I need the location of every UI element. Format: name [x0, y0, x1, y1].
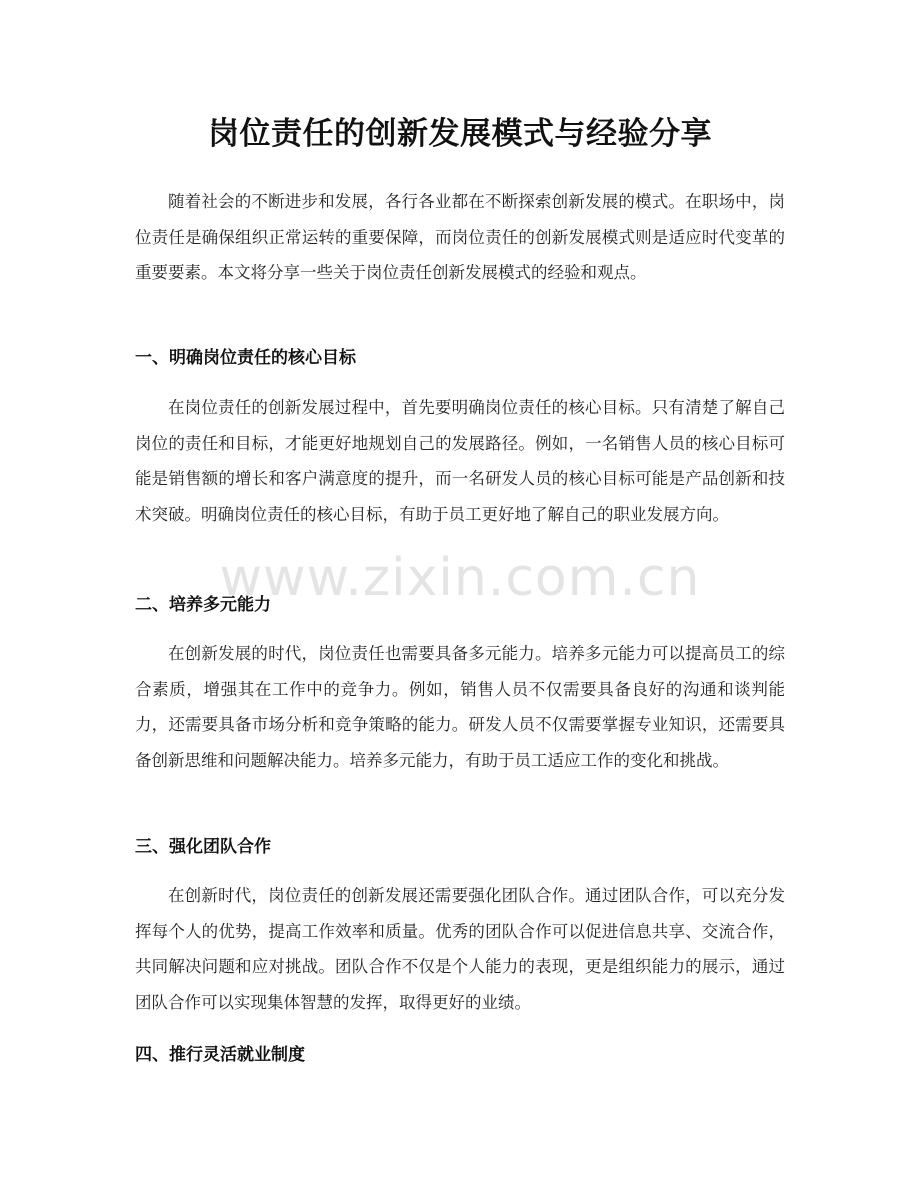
section-heading-3: 三、强化团队合作	[135, 837, 271, 857]
section-heading-1: 一、明确岗位责任的核心目标	[135, 348, 356, 368]
section-body-3: 在创新时代，岗位责任的创新发展还需要强化团队合作。通过团队合作，可以充分发挥每个人的优势，提高工作效率和质量。优秀的团队合作可以促进信息共享、交流合作，共同解决问题和应对挑战。团队合作不仅是个人能力的表现，更是组织能力的展示，通过团队合作可以实现集体智慧的发挥，取得更好的业绩。	[135, 886, 785, 1012]
section-heading-4: 四、推行灵活就业制度	[135, 1045, 305, 1065]
watermark: www.zixin.com.cn	[219, 548, 701, 608]
section-heading-2: 二、培养多元能力	[135, 595, 271, 615]
intro-paragraph: 随着社会的不断进步和发展，各行各业都在不断探索创新发展的模式。在职场中，岗位责任是确保组织正常运转的重要保障，而岗位责任的创新发展模式则是适应时代变革的重要要素。本文将分享一些关于岗位责任创新发展模式的经验和观点。	[135, 192, 785, 282]
section-body-2: 在创新发展的时代，岗位责任也需要具备多元能力。培养多元能力可以提高员工的综合素质，增强其在工作中的竞争力。例如，销售人员不仅需要具备良好的沟通和谈判能力，还需要具备市场分析和竞争策略的能力。研发人员不仅需要掌握专业知识，还需要具备创新思维和问题解决能力。培养多元能力，有助于员工适应工作的变化和挑战。	[135, 644, 785, 770]
document-title: 岗位责任的创新发展模式与经验分享	[208, 116, 712, 152]
section-body-1: 在岗位责任的创新发展过程中，首先要明确岗位责任的核心目标。只有清楚了解自己岗位的责任和目标，才能更好地规划自己的发展路径。例如，一名销售人员的核心目标可能是销售额的增长和客户满意度的提升，而一名研发人员的核心目标可能是产品创新和技术突破。明确岗位责任的核心目标，有助于员工更好地了解自己的职业发展方向。	[135, 398, 785, 524]
